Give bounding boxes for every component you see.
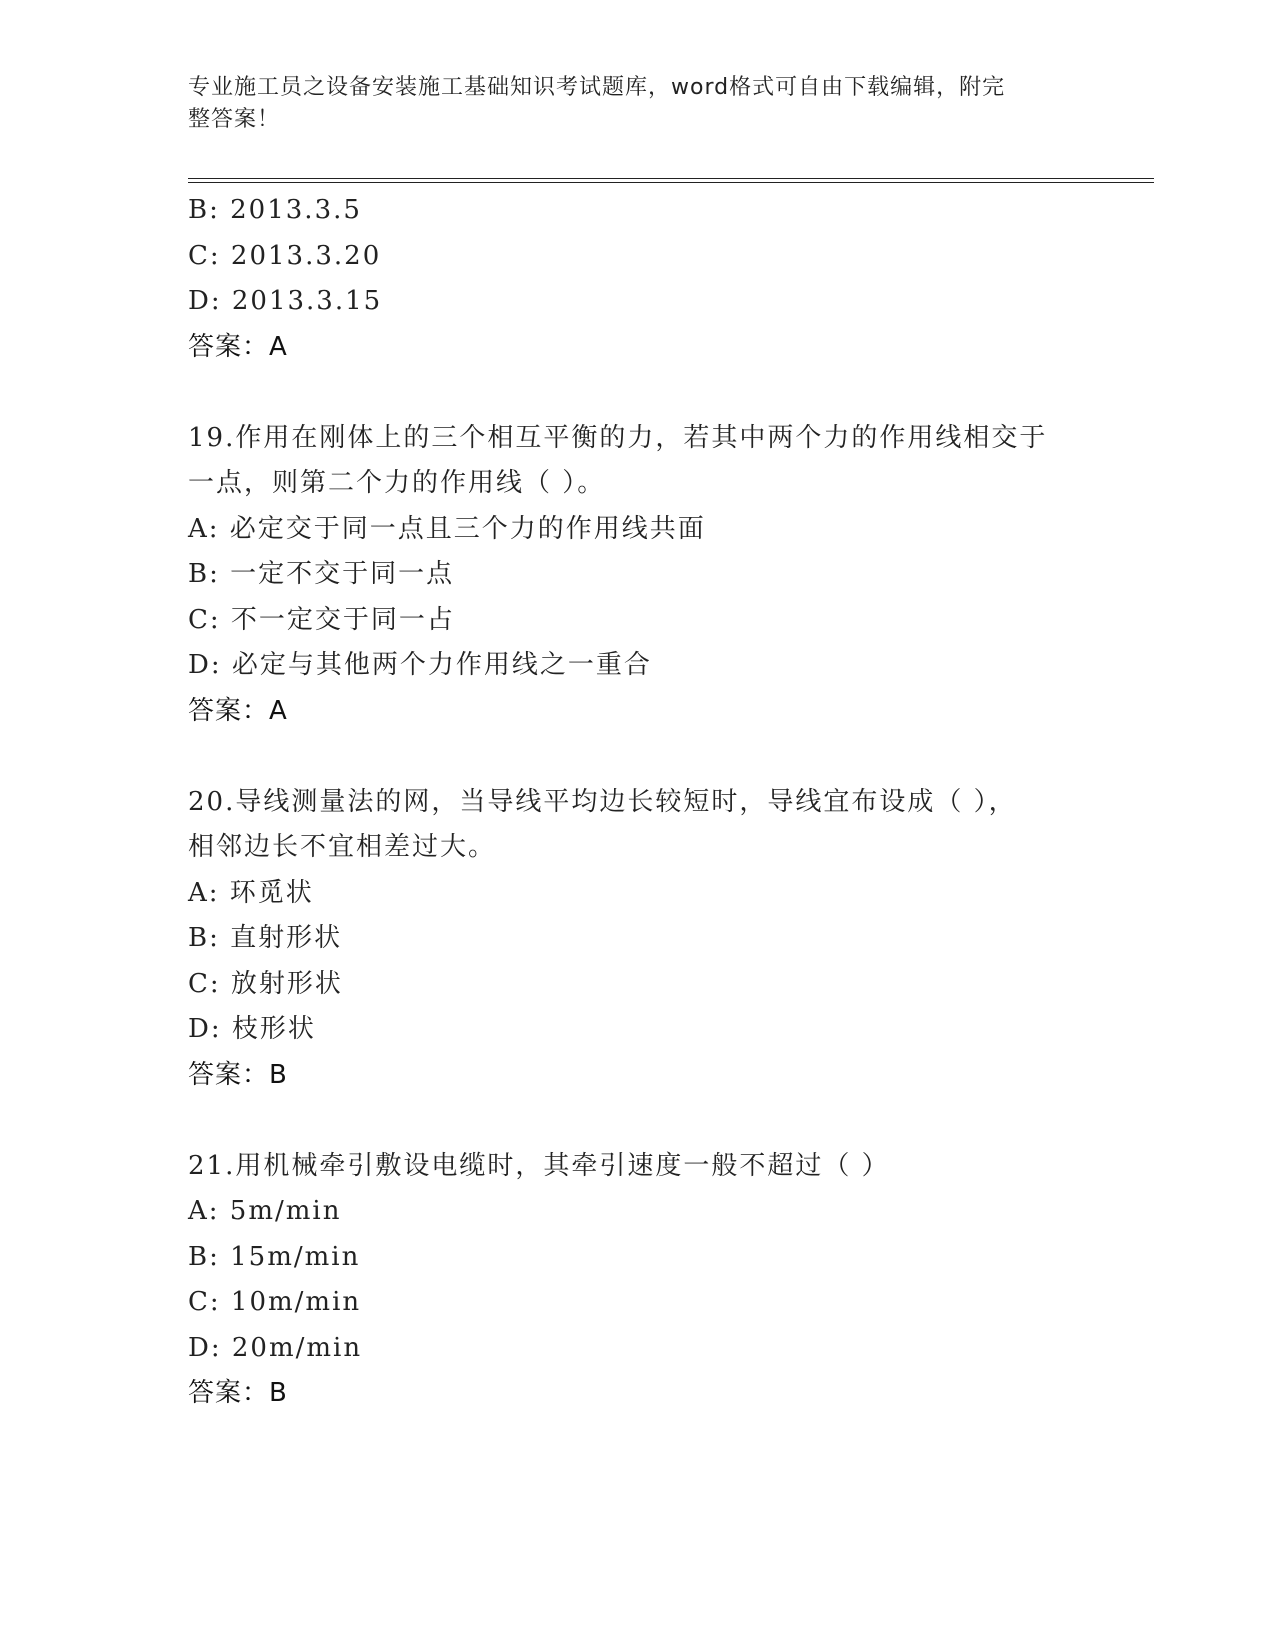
option-d: D: 20m/min xyxy=(188,1332,363,1363)
option-b: B: 15m/min xyxy=(188,1241,361,1272)
option-b: B: 2013.3.5 xyxy=(188,195,362,225)
option-d: D: 枝形状 xyxy=(188,1014,316,1044)
answer: 答案：A xyxy=(188,695,288,726)
question-18-tail xyxy=(188,188,1088,370)
question-19 xyxy=(188,416,1088,735)
question-stem: 19.作用在刚体上的三个相互平衡的力，若其中两个力的作用线相交于 xyxy=(188,422,1048,453)
question-stem-cont: 相邻边长不宜相差过大。 xyxy=(188,832,497,862)
option-c: C: 2013.3.20 xyxy=(188,240,382,271)
option-a: A: 环觅状 xyxy=(188,877,314,908)
question-20 xyxy=(188,780,1088,1099)
question-stem: 20.导线测量法的网，当导线平均边长较短时，导线宜布设成（ ）， xyxy=(188,786,1017,817)
option-c: C: 10m/min xyxy=(188,1287,362,1317)
document-header xyxy=(188,72,1068,136)
option-a: A: 5m/min xyxy=(188,1196,342,1226)
question-stem-cont: 一点，则第二个力的作用线（ ）。 xyxy=(188,468,606,498)
spacer xyxy=(188,734,1088,780)
option-c: C: 不一定交于同一占 xyxy=(188,604,455,635)
header-line-1: 专业施工员之设备安装施工基础知识考试题库，word格式可自由下载编辑，附完 xyxy=(188,75,1006,100)
question-stem: 21.用机械牵引敷设电缆时，其牵引速度一般不超过（ ） xyxy=(188,1150,890,1181)
question-21 xyxy=(188,1144,1088,1417)
option-b: B: 一定不交于同一点 xyxy=(188,559,455,589)
option-d: D: 必定与其他两个力作用线之一重合 xyxy=(188,650,652,680)
spacer xyxy=(188,1098,1088,1144)
header-divider xyxy=(188,178,1154,183)
answer: 答案：A xyxy=(188,331,288,362)
option-c: C: 放射形状 xyxy=(188,968,343,999)
option-b: B: 直射形状 xyxy=(188,923,343,953)
answer: 答案：B xyxy=(188,1378,288,1408)
option-d: D: 2013.3.15 xyxy=(188,286,383,316)
option-a: A: 必定交于同一点且三个力的作用线共面 xyxy=(188,513,706,544)
question-list xyxy=(188,188,1088,1417)
answer: 答案：B xyxy=(188,1059,288,1090)
spacer xyxy=(188,370,1088,416)
header-line-2: 整答案！ xyxy=(188,107,281,132)
